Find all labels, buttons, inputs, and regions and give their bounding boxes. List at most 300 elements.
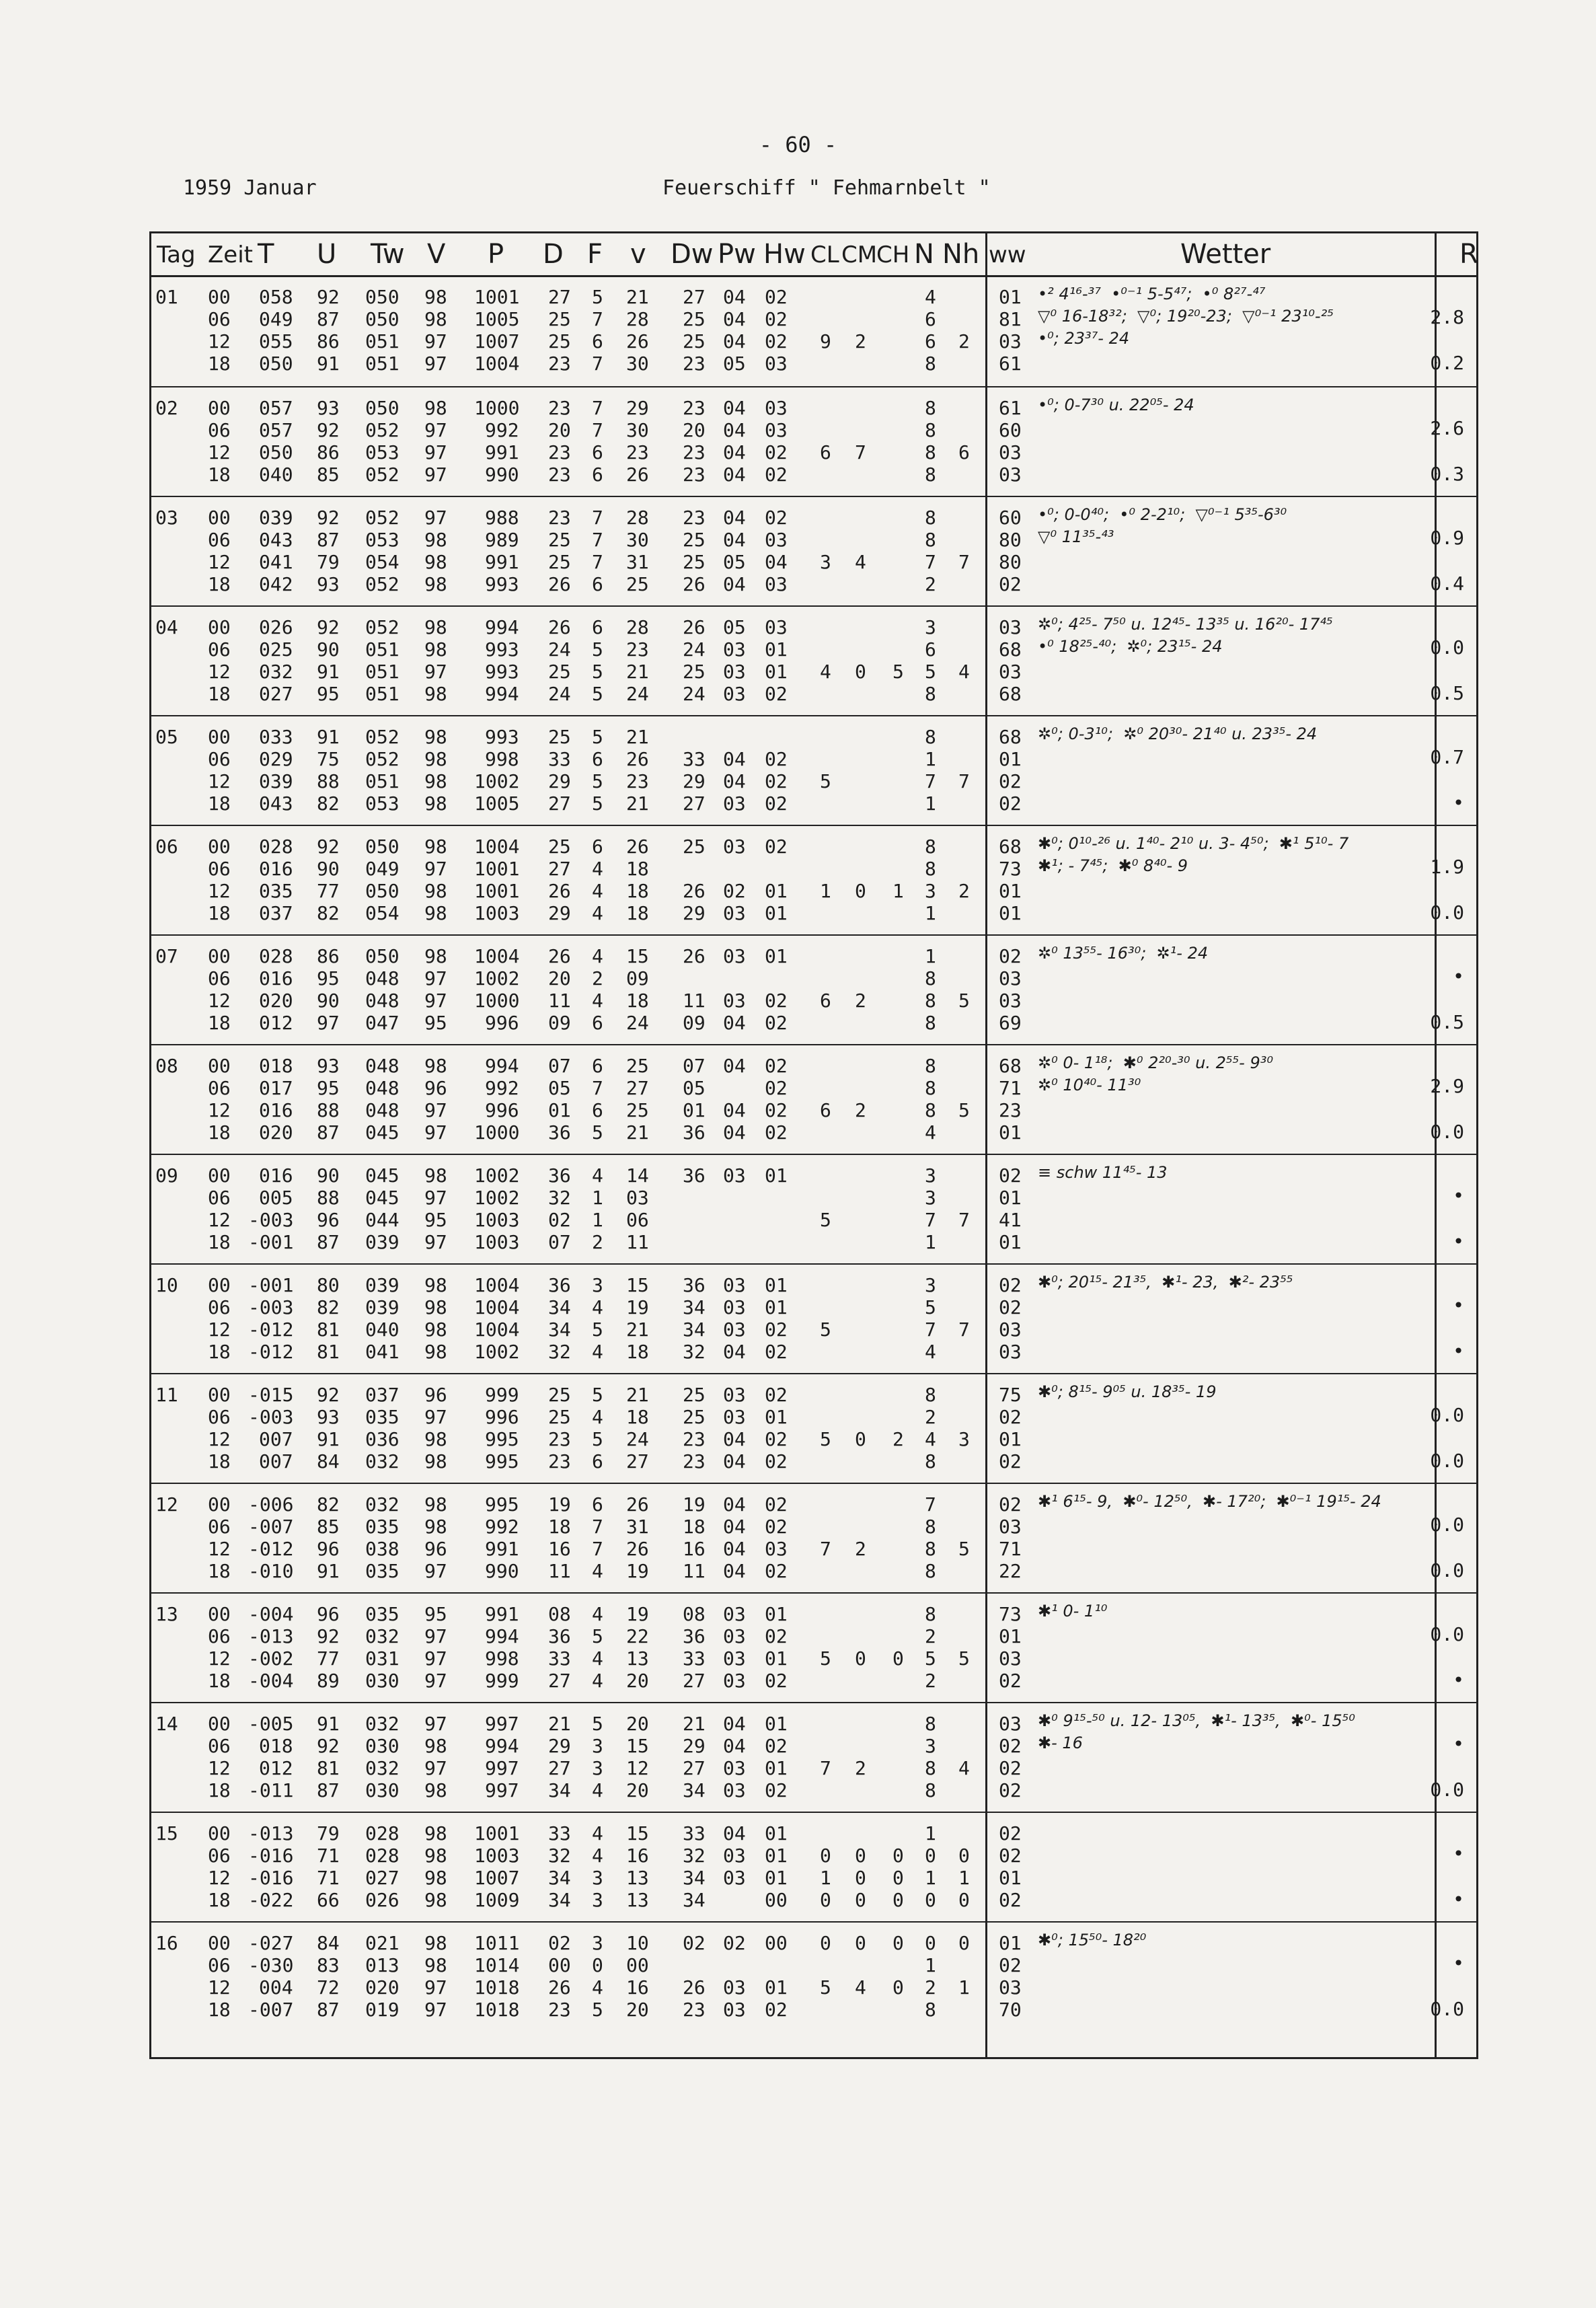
cell-tw: 020	[365, 1976, 400, 1999]
cell-hw: 02	[765, 770, 788, 792]
cell-u: 86	[317, 330, 340, 352]
day-block	[151, 1702, 1476, 1813]
cell-hw: 02	[765, 1493, 788, 1516]
cell-f: 3	[592, 1889, 603, 1911]
cell-tw: 051	[365, 683, 400, 705]
cell-hw: 02	[765, 1121, 788, 1144]
cell-n: 8	[925, 858, 936, 880]
weather-note: •⁰; 0-0⁴⁰; •⁰ 2-2¹⁰; ▽⁰⁻¹ 5³⁵-6³⁰	[1038, 505, 1287, 524]
precip-value: •	[1453, 792, 1464, 814]
cell-ww: 75	[999, 1384, 1022, 1406]
cell-zeit: 12	[208, 1757, 231, 1779]
cell-n: 8	[925, 441, 936, 463]
cell-zeit: 12	[208, 551, 231, 573]
cell-nh: 4	[958, 1757, 970, 1779]
cell-pw: 03	[723, 1976, 746, 1999]
cell-u: 85	[317, 463, 340, 486]
cell-pw: 04	[723, 1516, 746, 1538]
cell-n: 8	[925, 1516, 936, 1538]
cell-tw: 050	[365, 835, 400, 858]
cell-v: 98	[424, 1779, 447, 1801]
cell-dw: 20	[683, 419, 706, 441]
cell-hw: 02	[765, 1055, 788, 1077]
cell-ww: 01	[999, 1932, 1022, 1954]
cell-pw: 04	[723, 419, 746, 441]
cell-v: 98	[424, 792, 447, 815]
cell-t: 037	[259, 902, 293, 924]
cell-hw: 02	[765, 1779, 788, 1801]
cell-t: -015	[248, 1384, 294, 1406]
cell-hw: 03	[765, 529, 788, 551]
cell-u: 85	[317, 1516, 340, 1538]
day-block	[151, 605, 1476, 716]
cell-dw: 11	[683, 990, 706, 1012]
cell-p: 991	[485, 551, 519, 573]
cell-cl: 7	[820, 1538, 831, 1560]
precip-value: •	[1453, 1294, 1464, 1316]
cell-pw: 02	[723, 880, 746, 902]
cell-ch: 5	[892, 661, 904, 683]
day-number: 12	[155, 1493, 178, 1516]
cell-dw: 25	[683, 1406, 706, 1428]
cell-d: 16	[548, 1538, 571, 1560]
cell-u: 89	[317, 1670, 340, 1692]
cell-nh: 0	[958, 1889, 970, 1911]
cell-dw: 27	[683, 792, 706, 815]
day-number: 09	[155, 1164, 178, 1187]
precip-value: 2.6	[1430, 417, 1464, 439]
cell-d: 26	[548, 945, 571, 967]
cell-u: 96	[317, 1538, 340, 1560]
cell-zeit: 06	[208, 1625, 231, 1647]
cell-d: 34	[548, 1889, 571, 1911]
cell-n: 3	[925, 616, 936, 638]
cell-cl: 0	[820, 1845, 831, 1867]
cell-pw: 04	[723, 1341, 746, 1363]
cell-v: 96	[424, 1384, 447, 1406]
cell-tw: 052	[365, 419, 400, 441]
cell-ch: 0	[892, 1867, 904, 1889]
col-header-v: v	[630, 239, 646, 270]
cell-u: 87	[317, 529, 340, 551]
cell-zeit: 18	[208, 573, 231, 595]
cell-pw: 04	[723, 1012, 746, 1034]
cell-dw: 26	[683, 945, 706, 967]
weather-note: ✱⁰ 9¹⁵-⁵⁰ u. 12- 13⁰⁵, ✱¹- 13³⁵, ✱⁰- 15⁵⁰	[1038, 1711, 1355, 1730]
cell-pw: 04	[723, 397, 746, 419]
cell-dw: 25	[683, 330, 706, 352]
cell-t: -001	[248, 1274, 294, 1296]
cell-t: 020	[259, 1121, 293, 1144]
cell-n: 7	[925, 770, 936, 792]
cell-vv: 20	[626, 1999, 649, 2021]
cell-vv: 14	[626, 1164, 649, 1187]
cell-t: 058	[259, 286, 293, 308]
cell-n: 3	[925, 880, 936, 902]
cell-cm: 0	[855, 1647, 866, 1670]
cell-u: 84	[317, 1450, 340, 1473]
cell-tw: 053	[365, 529, 400, 551]
cell-dw: 25	[683, 551, 706, 573]
cell-hw: 04	[765, 551, 788, 573]
cell-u: 82	[317, 1296, 340, 1318]
cell-u: 83	[317, 1954, 340, 1976]
cell-pw: 04	[723, 748, 746, 770]
cell-dw: 07	[683, 1055, 706, 1077]
cell-ww: 03	[999, 616, 1022, 638]
day-block	[151, 1263, 1476, 1374]
cell-hw: 02	[765, 441, 788, 463]
cell-vv: 09	[626, 967, 649, 990]
precip-value: 0.5	[1430, 1011, 1464, 1033]
cell-n: 0	[925, 1932, 936, 1954]
cell-u: 95	[317, 683, 340, 705]
cell-v: 98	[424, 1735, 447, 1757]
cell-f: 5	[592, 683, 603, 705]
cell-t: -012	[248, 1538, 294, 1560]
cell-dw: 36	[683, 1274, 706, 1296]
cell-u: 87	[317, 1121, 340, 1144]
cell-u: 95	[317, 1077, 340, 1099]
cell-n: 5	[925, 1296, 936, 1318]
cell-vv: 28	[626, 507, 649, 529]
cell-ww: 73	[999, 1603, 1022, 1625]
cell-t: 020	[259, 990, 293, 1012]
cell-tw: 052	[365, 573, 400, 595]
cell-n: 3	[925, 1187, 936, 1209]
cell-cm: 0	[855, 1889, 866, 1911]
cell-ww: 02	[999, 1779, 1022, 1801]
cell-zeit: 06	[208, 1077, 231, 1099]
cell-u: 96	[317, 1209, 340, 1231]
cell-d: 25	[548, 726, 571, 748]
cell-p: 990	[485, 463, 519, 486]
cell-p: 992	[485, 419, 519, 441]
cell-p: 994	[485, 1625, 519, 1647]
cell-zeit: 06	[208, 308, 231, 330]
cell-t: -001	[248, 1231, 294, 1253]
col-header-d: D	[543, 239, 564, 270]
cell-v: 98	[424, 1822, 447, 1845]
cell-d: 27	[548, 858, 571, 880]
cell-d: 05	[548, 1077, 571, 1099]
cell-zeit: 00	[208, 1164, 231, 1187]
cell-cm: 2	[855, 1538, 866, 1560]
cell-dw: 29	[683, 1735, 706, 1757]
cell-ww: 71	[999, 1077, 1022, 1099]
cell-t: -013	[248, 1625, 294, 1647]
cell-tw: 049	[365, 858, 400, 880]
cell-f: 2	[592, 1231, 603, 1253]
cell-hw: 01	[765, 1296, 788, 1318]
cell-u: 79	[317, 551, 340, 573]
cell-ww: 03	[999, 1976, 1022, 1999]
precip-value: 0.4	[1430, 572, 1464, 595]
cell-hw: 01	[765, 1274, 788, 1296]
cell-zeit: 18	[208, 683, 231, 705]
cell-p: 1000	[474, 1121, 520, 1144]
cell-zeit: 12	[208, 990, 231, 1012]
cell-t: 041	[259, 551, 293, 573]
cell-dw: 34	[683, 1318, 706, 1341]
cell-vv: 21	[626, 286, 649, 308]
cell-p: 1001	[474, 858, 520, 880]
cell-u: 87	[317, 1779, 340, 1801]
cell-vv: 15	[626, 1822, 649, 1845]
cell-ww: 01	[999, 1187, 1022, 1209]
cell-vv: 31	[626, 1516, 649, 1538]
cell-tw: 019	[365, 1999, 400, 2021]
cell-d: 36	[548, 1164, 571, 1187]
cell-vv: 06	[626, 1209, 649, 1231]
cell-t: 028	[259, 945, 293, 967]
cell-d: 36	[548, 1625, 571, 1647]
cell-v: 98	[424, 1516, 447, 1538]
cell-hw: 02	[765, 463, 788, 486]
cell-v: 98	[424, 1428, 447, 1450]
cell-f: 5	[592, 661, 603, 683]
cell-v: 98	[424, 902, 447, 924]
cell-tw: 050	[365, 397, 400, 419]
cell-u: 88	[317, 770, 340, 792]
weather-note: •⁰; 0-7³⁰ u. 22⁰⁵- 24	[1038, 396, 1194, 414]
cell-t: 027	[259, 683, 293, 705]
cell-ww: 01	[999, 1428, 1022, 1450]
cell-f: 6	[592, 1055, 603, 1077]
cell-cm: 4	[855, 1976, 866, 1999]
cell-p: 996	[485, 1406, 519, 1428]
cell-cm: 0	[855, 1932, 866, 1954]
cell-vv: 19	[626, 1603, 649, 1625]
cell-nh: 1	[958, 1976, 970, 1999]
cell-dw: 23	[683, 1428, 706, 1450]
cell-ch: 0	[892, 1976, 904, 1999]
cell-p: 990	[485, 1560, 519, 1582]
cell-zeit: 00	[208, 397, 231, 419]
cell-t: -004	[248, 1670, 294, 1692]
cell-p: 1000	[474, 397, 520, 419]
precip-value: 0.3	[1430, 463, 1464, 485]
cell-ch: 0	[892, 1932, 904, 1954]
cell-tw: 052	[365, 507, 400, 529]
cell-cl: 0	[820, 1889, 831, 1911]
cell-u: 79	[317, 1822, 340, 1845]
col-header-tag: Tag	[157, 241, 196, 268]
cell-tw: 031	[365, 1647, 400, 1670]
cell-v: 98	[424, 1889, 447, 1911]
precip-value: •	[1453, 1952, 1464, 1974]
weather-note: ✲⁰ 10⁴⁰- 11³⁰	[1038, 1076, 1141, 1094]
cell-n: 1	[925, 945, 936, 967]
cell-u: 90	[317, 990, 340, 1012]
cell-tw: 051	[365, 638, 400, 661]
cell-vv: 23	[626, 441, 649, 463]
cell-nh: 1	[958, 1867, 970, 1889]
cell-pw: 04	[723, 507, 746, 529]
cell-p: 996	[485, 1099, 519, 1121]
cell-p: 993	[485, 573, 519, 595]
cell-d: 32	[548, 1341, 571, 1363]
col-header-n: N	[914, 239, 934, 270]
cell-tw: 027	[365, 1867, 400, 1889]
cell-f: 4	[592, 1164, 603, 1187]
cell-v: 98	[424, 1954, 447, 1976]
cell-zeit: 18	[208, 463, 231, 486]
cell-t: -016	[248, 1845, 294, 1867]
cell-ww: 23	[999, 1099, 1022, 1121]
weather-note: •⁰ 18²⁵-⁴⁰; ✲⁰; 23¹⁵- 24	[1038, 637, 1223, 656]
cell-p: 1005	[474, 308, 520, 330]
cell-zeit: 00	[208, 616, 231, 638]
weather-note: ✲⁰; 0-3¹⁰; ✲⁰ 20³⁰- 21⁴⁰ u. 23³⁵- 24	[1038, 724, 1318, 743]
cell-vv: 15	[626, 1735, 649, 1757]
col-header-wetter: Wetter	[1180, 239, 1271, 270]
cell-vv: 25	[626, 1055, 649, 1077]
cell-t: -012	[248, 1341, 294, 1363]
cell-p: 1011	[474, 1932, 520, 1954]
cell-ww: 02	[999, 1889, 1022, 1911]
weather-note: ✱¹ 0- 1¹⁰	[1038, 1602, 1108, 1621]
cell-v: 97	[424, 1713, 447, 1735]
cell-t: 035	[259, 880, 293, 902]
cell-vv: 27	[626, 1077, 649, 1099]
cell-nh: 0	[958, 1932, 970, 1954]
cell-n: 8	[925, 1384, 936, 1406]
cell-vv: 26	[626, 835, 649, 858]
weather-note: ✱- 16	[1038, 1734, 1083, 1752]
cell-u: 92	[317, 419, 340, 441]
cell-f: 4	[592, 1406, 603, 1428]
cell-f: 5	[592, 792, 603, 815]
cell-tw: 054	[365, 902, 400, 924]
cell-p: 1003	[474, 1209, 520, 1231]
cell-hw: 03	[765, 1538, 788, 1560]
col-header-pw: Pw	[718, 239, 756, 270]
cell-tw: 032	[365, 1713, 400, 1735]
cell-f: 5	[592, 726, 603, 748]
cell-ww: 02	[999, 792, 1022, 815]
cell-t: 026	[259, 616, 293, 638]
cell-nh: 7	[958, 1318, 970, 1341]
cell-dw: 23	[683, 352, 706, 375]
cell-d: 07	[548, 1055, 571, 1077]
cell-f: 6	[592, 1099, 603, 1121]
cell-tw: 045	[365, 1164, 400, 1187]
cell-tw: 052	[365, 463, 400, 486]
col-header-v: V	[427, 239, 446, 270]
precip-value: •	[1453, 1733, 1464, 1755]
cell-d: 27	[548, 1670, 571, 1692]
cell-t: -027	[248, 1932, 294, 1954]
cell-f: 5	[592, 770, 603, 792]
cell-d: 36	[548, 1121, 571, 1144]
col-header-cm: CM	[841, 241, 878, 268]
cell-vv: 18	[626, 858, 649, 880]
cell-cl: 5	[820, 1976, 831, 1999]
cell-u: 71	[317, 1845, 340, 1867]
cell-f: 3	[592, 1932, 603, 1954]
cell-v: 98	[424, 726, 447, 748]
cell-tw: 045	[365, 1187, 400, 1209]
cell-f: 4	[592, 990, 603, 1012]
cell-dw: 23	[683, 441, 706, 463]
cell-ww: 02	[999, 1735, 1022, 1757]
precip-value: 0.0	[1430, 1998, 1464, 2020]
cell-n: 5	[925, 1647, 936, 1670]
cell-ww: 02	[999, 1954, 1022, 1976]
cell-f: 5	[592, 1428, 603, 1450]
cell-vv: 20	[626, 1713, 649, 1735]
cell-u: 90	[317, 1164, 340, 1187]
cell-t: -003	[248, 1406, 294, 1428]
cell-zeit: 18	[208, 1231, 231, 1253]
cell-dw: 23	[683, 1450, 706, 1473]
weather-note: ≡ schw 11⁴⁵- 13	[1038, 1163, 1168, 1182]
cell-f: 6	[592, 1012, 603, 1034]
cell-u: 93	[317, 397, 340, 419]
cell-hw: 01	[765, 1406, 788, 1428]
cell-p: 991	[485, 1538, 519, 1560]
cell-f: 1	[592, 1187, 603, 1209]
cell-d: 23	[548, 1999, 571, 2021]
cell-t: 007	[259, 1450, 293, 1473]
cell-v: 97	[424, 1999, 447, 2021]
cell-vv: 29	[626, 397, 649, 419]
cell-p: 992	[485, 1516, 519, 1538]
cell-p: 1002	[474, 967, 520, 990]
cell-f: 7	[592, 551, 603, 573]
cell-vv: 11	[626, 1231, 649, 1253]
cell-v: 98	[424, 683, 447, 705]
cell-n: 8	[925, 507, 936, 529]
cell-dw: 08	[683, 1603, 706, 1625]
cell-tw: 053	[365, 792, 400, 815]
day-number: 07	[155, 945, 178, 967]
cell-p: 1003	[474, 1845, 520, 1867]
cell-cm: 0	[855, 1867, 866, 1889]
precip-value: 0.0	[1430, 901, 1464, 924]
cell-ww: 61	[999, 397, 1022, 419]
cell-hw: 02	[765, 1318, 788, 1341]
cell-t: -005	[248, 1713, 294, 1735]
cell-nh: 3	[958, 1428, 970, 1450]
cell-pw: 03	[723, 990, 746, 1012]
cell-cl: 5	[820, 1209, 831, 1231]
cell-zeit: 12	[208, 880, 231, 902]
cell-u: 88	[317, 1099, 340, 1121]
cell-vv: 21	[626, 792, 649, 815]
precip-value: 0.0	[1430, 1559, 1464, 1581]
cell-vv: 19	[626, 1560, 649, 1582]
day-number: 01	[155, 286, 178, 308]
cell-t: 033	[259, 726, 293, 748]
cell-vv: 27	[626, 1450, 649, 1473]
cell-pw: 05	[723, 551, 746, 573]
cell-hw: 02	[765, 1625, 788, 1647]
cell-zeit: 00	[208, 507, 231, 529]
cell-t: -013	[248, 1822, 294, 1845]
cell-p: 1007	[474, 1867, 520, 1889]
cell-v: 98	[424, 573, 447, 595]
cell-dw: 26	[683, 616, 706, 638]
cell-p: 998	[485, 1647, 519, 1670]
cell-tw: 021	[365, 1932, 400, 1954]
cell-n: 8	[925, 967, 936, 990]
cell-p: 994	[485, 616, 519, 638]
cell-t: -006	[248, 1493, 294, 1516]
cell-d: 23	[548, 507, 571, 529]
cell-tw: 050	[365, 880, 400, 902]
